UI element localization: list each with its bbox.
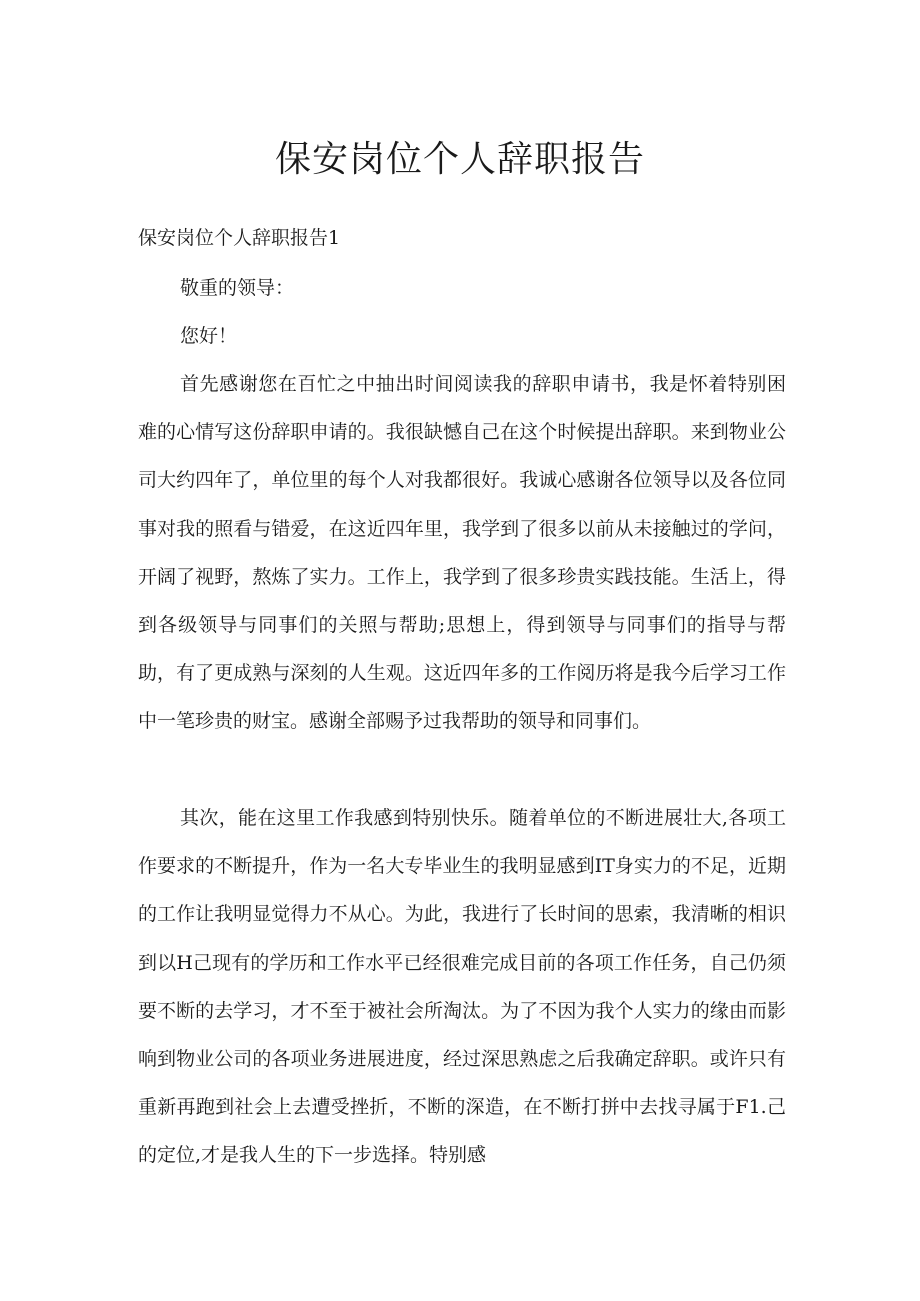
body-paragraph-1: 首先感谢您在百忙之中抽出时间阅读我的辞职申请书，我是怀着特别困难的心情写这份辞职申请的。我很缺憾自己在这个时候提出辞职。来到物业公司大约四年了，单位里的每个人对我都很好。我诚心感谢各位领导以及各位同事对我的照看与错爱，在这近四年里，我学到了很多以前从未接触过的学问，开阔了视野，熬炼了实力。工作上，我学到了很多珍贵实践技能。生活上，得到各级领导与同事们的关照与帮助;思想上，得到领导与同事们的指导与帮助，有了更成熟与深刻的人生观。这近四年多的工作阅历将是我今后学习工作中一笔珍贵的财宝。感谢全部赐予过我帮助的领导和同事们。: [138, 373, 786, 733]
section-heading: 保安岗位个人辞职报告1: [138, 227, 341, 249]
body-paragraph-2: 其次，能在这里工作我感到特别快乐。随着单位的不断进展壮大,各项工作要求的不断提升，作为一名大专毕业生的我明显感到IT身实力的不足，近期的工作让我明显觉得力不从心。为此，我进行了长时间的思索，我清晰的相识到以H己现有的学历和工作水平已经很难完成目前的各项工作任务，自己仍须要不断的去学习，才不至于被社会所淘汰。为了不因为我个人实力的缘由而影响到物业公司的各项业务进展进度，经过深思熟虑之后我确定辞职。或许只有重新再跑到社会上去遭受挫折，不断的深造，在不断打拼中去找寻属于F1.己的定位,才是我人生的下一步选择。特别感: [138, 807, 786, 1167]
greeting-line: 敬重的领导：: [180, 277, 295, 299]
document-title: 保安岗位个人辞职报告: [274, 139, 645, 180]
hello-line: 您好！: [180, 325, 238, 347]
